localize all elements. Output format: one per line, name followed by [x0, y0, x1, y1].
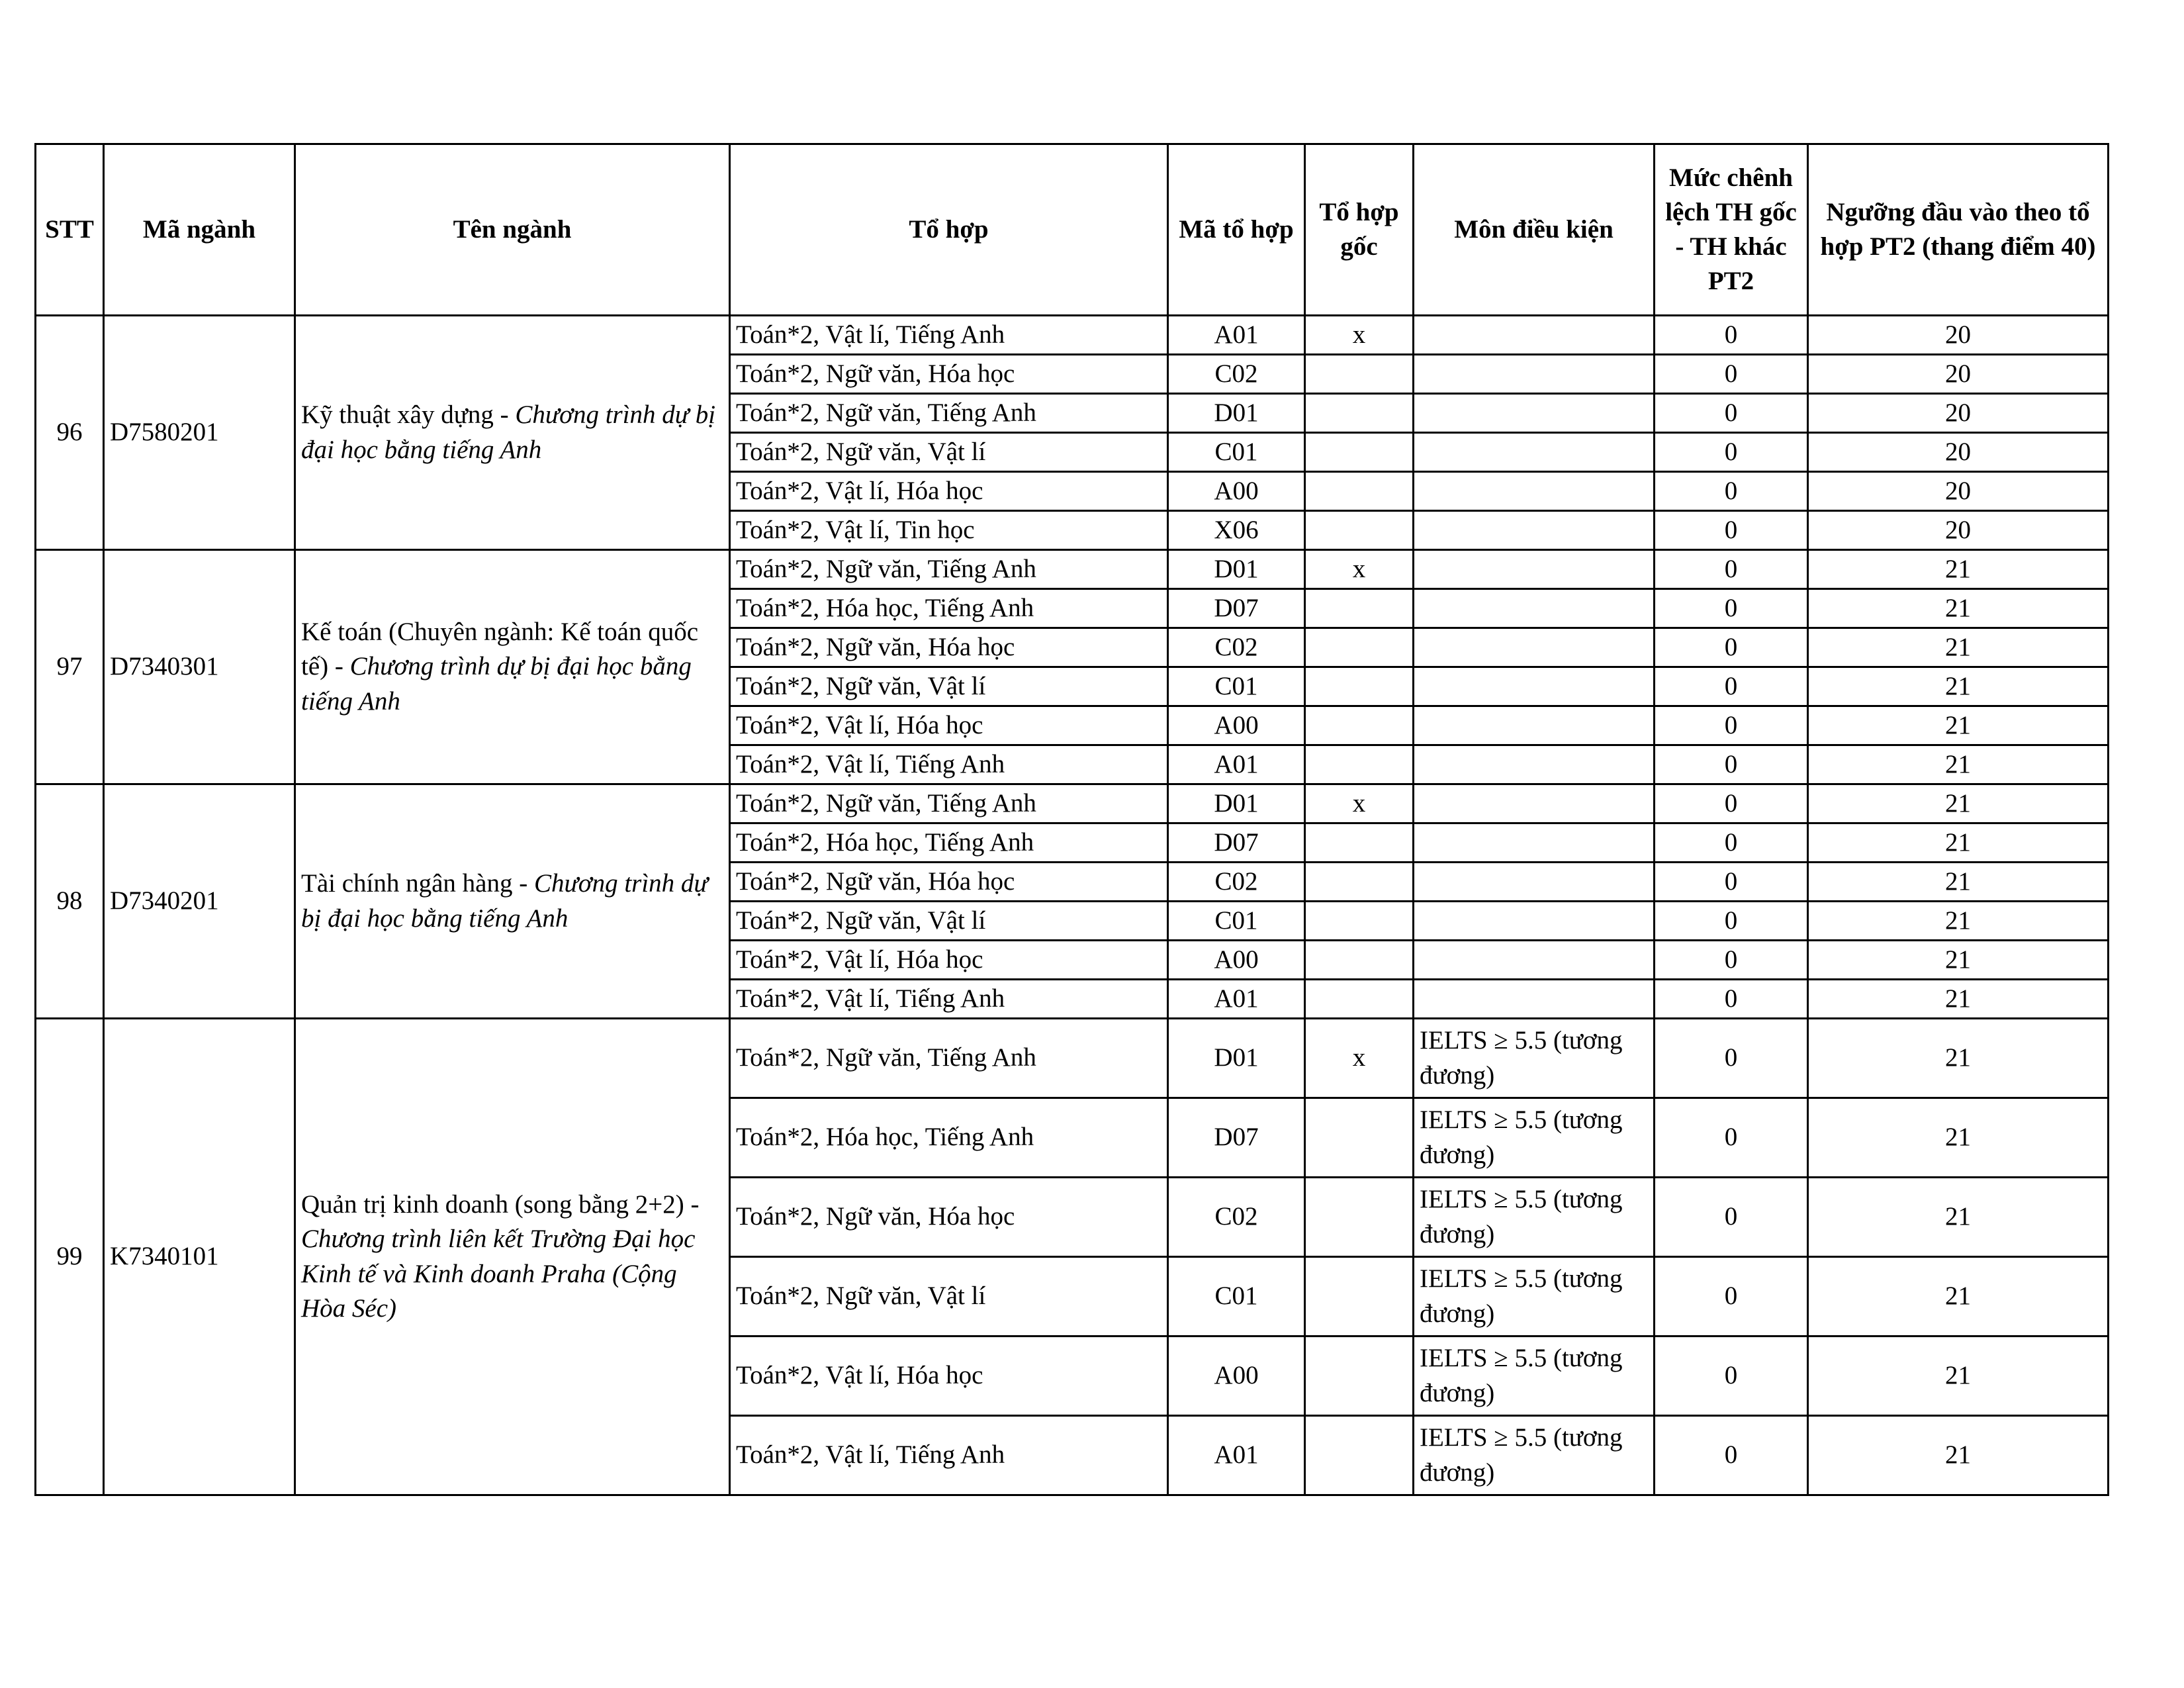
cell-stt: 98: [36, 784, 104, 1019]
cell-mon-dieu-kien: [1414, 589, 1655, 628]
cell-mon-dieu-kien: [1414, 628, 1655, 667]
cell-ten-nganh: [295, 316, 730, 550]
cell-ma-nganh: K7340101: [104, 1019, 295, 1495]
ten-nganh-label: Quản trị kinh doanh (song bằng 2+2): [301, 1190, 684, 1219]
cell-to-hop: Toán*2, Vật lí, Tin học: [730, 511, 1168, 550]
header-muc-chenh-lech: Mức chênh lệch TH gốc - TH khác PT2: [1655, 144, 1808, 316]
cell-nguong: 20: [1808, 472, 2109, 511]
cell-mon-dieu-kien: IELTS ≥ 5.5 (tương đương): [1414, 1178, 1655, 1257]
cell-to-hop-goc: [1305, 1336, 1414, 1416]
ten-nganh-label: Tài chính ngân hàng: [301, 869, 513, 898]
cell-to-hop-goc: [1305, 1416, 1414, 1495]
cell-muc-chenh-lech: 0: [1655, 589, 1808, 628]
cell-mon-dieu-kien: [1414, 550, 1655, 589]
admission-table: [34, 143, 2109, 1496]
cell-muc-chenh-lech: 0: [1655, 667, 1808, 706]
cell-nguong: 21: [1808, 706, 2109, 745]
cell-ma-to-hop: A01: [1168, 1416, 1305, 1495]
cell-to-hop-goc: [1305, 628, 1414, 667]
cell-muc-chenh-lech: 0: [1655, 941, 1808, 980]
cell-muc-chenh-lech: 0: [1655, 1019, 1808, 1098]
cell-to-hop: Toán*2, Ngữ văn, Tiếng Anh: [730, 1019, 1168, 1098]
cell-ten-nganh: [295, 784, 730, 1019]
cell-mon-dieu-kien: [1414, 980, 1655, 1019]
cell-nguong: 20: [1808, 511, 2109, 550]
cell-mon-dieu-kien: [1414, 433, 1655, 472]
cell-stt: 96: [36, 316, 104, 550]
header-to-hop: Tổ hợp: [730, 144, 1168, 316]
ten-nganh-label: Kỹ thuật xây dựng: [301, 400, 494, 430]
cell-ma-to-hop: A00: [1168, 1336, 1305, 1416]
ten-nganh-separator: -: [684, 1190, 700, 1219]
cell-muc-chenh-lech: 0: [1655, 1257, 1808, 1336]
cell-ma-to-hop: D07: [1168, 823, 1305, 863]
cell-to-hop: Toán*2, Ngữ văn, Tiếng Anh: [730, 394, 1168, 433]
cell-ma-to-hop: A01: [1168, 980, 1305, 1019]
cell-to-hop-goc: [1305, 941, 1414, 980]
cell-nguong: 21: [1808, 823, 2109, 863]
cell-to-hop: Toán*2, Ngữ văn, Hóa học: [730, 355, 1168, 394]
cell-to-hop: Toán*2, Vật lí, Tiếng Anh: [730, 980, 1168, 1019]
header-row: [36, 144, 2109, 316]
table-row: [36, 1019, 2109, 1098]
cell-to-hop: Toán*2, Vật lí, Tiếng Anh: [730, 745, 1168, 784]
cell-mon-dieu-kien: IELTS ≥ 5.5 (tương đương): [1414, 1336, 1655, 1416]
cell-nguong: 20: [1808, 433, 2109, 472]
cell-to-hop-goc: [1305, 355, 1414, 394]
cell-stt: 99: [36, 1019, 104, 1495]
cell-to-hop: Toán*2, Hóa học, Tiếng Anh: [730, 823, 1168, 863]
cell-ten-nganh: [295, 550, 730, 784]
cell-muc-chenh-lech: 0: [1655, 433, 1808, 472]
cell-to-hop: Toán*2, Ngữ văn, Vật lí: [730, 433, 1168, 472]
cell-to-hop: Toán*2, Ngữ văn, Hóa học: [730, 863, 1168, 902]
cell-ma-to-hop: C01: [1168, 1257, 1305, 1336]
cell-to-hop: Toán*2, Vật lí, Tiếng Anh: [730, 1416, 1168, 1495]
ten-nganh-label: Kế toán (Chuyên ngành: Kế toán quốc tế): [301, 618, 699, 681]
cell-to-hop-goc: [1305, 902, 1414, 941]
cell-to-hop-goc: [1305, 667, 1414, 706]
ten-nganh-separator: -: [493, 400, 516, 430]
cell-ma-to-hop: A01: [1168, 745, 1305, 784]
cell-mon-dieu-kien: [1414, 667, 1655, 706]
cell-nguong: 21: [1808, 863, 2109, 902]
cell-muc-chenh-lech: 0: [1655, 472, 1808, 511]
ten-nganh-note: Chương trình dự bị đại học bằng tiếng Anh: [301, 400, 716, 464]
cell-ma-to-hop: X06: [1168, 511, 1305, 550]
cell-ma-to-hop: A01: [1168, 316, 1305, 355]
cell-ma-to-hop: C02: [1168, 1178, 1305, 1257]
cell-to-hop-goc: [1305, 706, 1414, 745]
cell-ma-to-hop: C01: [1168, 902, 1305, 941]
cell-nguong: 21: [1808, 941, 2109, 980]
cell-to-hop: Toán*2, Ngữ văn, Tiếng Anh: [730, 550, 1168, 589]
cell-muc-chenh-lech: 0: [1655, 394, 1808, 433]
cell-nguong: 21: [1808, 667, 2109, 706]
cell-to-hop: Toán*2, Ngữ văn, Tiếng Anh: [730, 784, 1168, 823]
cell-to-hop-goc: [1305, 1098, 1414, 1178]
cell-to-hop: Toán*2, Vật lí, Tiếng Anh: [730, 316, 1168, 355]
cell-mon-dieu-kien: IELTS ≥ 5.5 (tương đương): [1414, 1098, 1655, 1178]
ten-nganh-note: Chương trình dự bị đại học bằng tiếng Anh: [301, 869, 708, 933]
cell-to-hop-goc: [1305, 980, 1414, 1019]
header-ma-nganh: Mã ngành: [104, 144, 295, 316]
cell-to-hop: Toán*2, Ngữ văn, Vật lí: [730, 902, 1168, 941]
cell-to-hop-goc: [1305, 863, 1414, 902]
cell-to-hop: Toán*2, Ngữ văn, Vật lí: [730, 1257, 1168, 1336]
cell-to-hop-goc: [1305, 433, 1414, 472]
cell-to-hop-goc: [1305, 1257, 1414, 1336]
cell-to-hop-goc: [1305, 511, 1414, 550]
cell-muc-chenh-lech: 0: [1655, 628, 1808, 667]
cell-to-hop-goc: [1305, 745, 1414, 784]
cell-to-hop-goc: x: [1305, 550, 1414, 589]
cell-mon-dieu-kien: [1414, 941, 1655, 980]
cell-muc-chenh-lech: 0: [1655, 511, 1808, 550]
cell-muc-chenh-lech: 0: [1655, 823, 1808, 863]
cell-to-hop-goc: x: [1305, 1019, 1414, 1098]
cell-nguong: 20: [1808, 355, 2109, 394]
cell-ma-to-hop: C02: [1168, 628, 1305, 667]
cell-to-hop: Toán*2, Vật lí, Hóa học: [730, 941, 1168, 980]
cell-to-hop-goc: [1305, 589, 1414, 628]
cell-to-hop-goc: x: [1305, 316, 1414, 355]
cell-mon-dieu-kien: [1414, 863, 1655, 902]
ten-nganh-separator: -: [328, 652, 350, 681]
header-mon-dieu-kien: Môn điều kiện: [1414, 144, 1655, 316]
cell-muc-chenh-lech: 0: [1655, 1336, 1808, 1416]
cell-muc-chenh-lech: 0: [1655, 1416, 1808, 1495]
cell-to-hop-goc: [1305, 823, 1414, 863]
cell-muc-chenh-lech: 0: [1655, 745, 1808, 784]
cell-muc-chenh-lech: 0: [1655, 863, 1808, 902]
cell-ma-to-hop: A00: [1168, 941, 1305, 980]
cell-to-hop: Toán*2, Vật lí, Hóa học: [730, 1336, 1168, 1416]
cell-mon-dieu-kien: [1414, 745, 1655, 784]
cell-ma-to-hop: C02: [1168, 863, 1305, 902]
cell-muc-chenh-lech: 0: [1655, 316, 1808, 355]
cell-nguong: 21: [1808, 1019, 2109, 1098]
cell-ma-to-hop: C01: [1168, 433, 1305, 472]
table-row: [36, 784, 2109, 823]
cell-to-hop: Toán*2, Vật lí, Hóa học: [730, 472, 1168, 511]
cell-to-hop-goc: x: [1305, 784, 1414, 823]
cell-muc-chenh-lech: 0: [1655, 1098, 1808, 1178]
cell-nguong: 20: [1808, 316, 2109, 355]
cell-nguong: 21: [1808, 589, 2109, 628]
cell-ma-nganh: D7340301: [104, 550, 295, 784]
cell-muc-chenh-lech: 0: [1655, 550, 1808, 589]
cell-ma-to-hop: A00: [1168, 706, 1305, 745]
cell-ma-to-hop: D07: [1168, 589, 1305, 628]
cell-nguong: 21: [1808, 980, 2109, 1019]
cell-ma-to-hop: D01: [1168, 1019, 1305, 1098]
cell-mon-dieu-kien: [1414, 472, 1655, 511]
cell-mon-dieu-kien: [1414, 823, 1655, 863]
cell-to-hop-goc: [1305, 472, 1414, 511]
table-row: [36, 550, 2109, 589]
ten-nganh-note: Chương trình liên kết Trường Đại học Kinh tế và Kinh doanh Praha (Cộng Hòa Séc): [301, 1225, 696, 1323]
cell-to-hop-goc: [1305, 394, 1414, 433]
cell-to-hop: Toán*2, Hóa học, Tiếng Anh: [730, 1098, 1168, 1178]
cell-stt: 97: [36, 550, 104, 784]
cell-ma-to-hop: D01: [1168, 550, 1305, 589]
cell-mon-dieu-kien: [1414, 355, 1655, 394]
cell-nguong: 21: [1808, 1178, 2109, 1257]
cell-nguong: 21: [1808, 1416, 2109, 1495]
cell-ma-to-hop: D01: [1168, 784, 1305, 823]
cell-to-hop: Toán*2, Ngữ văn, Hóa học: [730, 1178, 1168, 1257]
cell-nguong: 21: [1808, 902, 2109, 941]
cell-ma-nganh: D7340201: [104, 784, 295, 1019]
header-stt: STT: [36, 144, 104, 316]
table-body: [36, 316, 2109, 1495]
header-to-hop-goc: Tổ hợp gốc: [1305, 144, 1414, 316]
cell-ma-to-hop: C02: [1168, 355, 1305, 394]
header-ten-nganh: Tên ngành: [295, 144, 730, 316]
cell-nguong: 21: [1808, 784, 2109, 823]
cell-muc-chenh-lech: 0: [1655, 902, 1808, 941]
ten-nganh-note: Chương trình dự bị đại học bằng tiếng Anh: [301, 652, 692, 716]
cell-ma-to-hop: C01: [1168, 667, 1305, 706]
cell-ma-to-hop: D01: [1168, 394, 1305, 433]
cell-to-hop: Toán*2, Hóa học, Tiếng Anh: [730, 589, 1168, 628]
cell-muc-chenh-lech: 0: [1655, 980, 1808, 1019]
cell-mon-dieu-kien: [1414, 316, 1655, 355]
cell-mon-dieu-kien: IELTS ≥ 5.5 (tương đương): [1414, 1416, 1655, 1495]
cell-to-hop: Toán*2, Vật lí, Hóa học: [730, 706, 1168, 745]
cell-nguong: 21: [1808, 1098, 2109, 1178]
cell-muc-chenh-lech: 0: [1655, 1178, 1808, 1257]
cell-nguong: 21: [1808, 1257, 2109, 1336]
header-nguong: Ngưỡng đầu vào theo tổ hợp PT2 (thang điểm 40): [1808, 144, 2109, 316]
cell-nguong: 21: [1808, 1336, 2109, 1416]
header-ma-to-hop: Mã tổ hợp: [1168, 144, 1305, 316]
cell-muc-chenh-lech: 0: [1655, 355, 1808, 394]
cell-nguong: 21: [1808, 550, 2109, 589]
cell-mon-dieu-kien: [1414, 784, 1655, 823]
table-row: [36, 316, 2109, 355]
cell-muc-chenh-lech: 0: [1655, 784, 1808, 823]
cell-muc-chenh-lech: 0: [1655, 706, 1808, 745]
cell-ten-nganh: [295, 1019, 730, 1495]
cell-mon-dieu-kien: [1414, 902, 1655, 941]
cell-ma-nganh: D7580201: [104, 316, 295, 550]
cell-mon-dieu-kien: IELTS ≥ 5.5 (tương đương): [1414, 1257, 1655, 1336]
cell-mon-dieu-kien: [1414, 511, 1655, 550]
cell-ma-to-hop: A00: [1168, 472, 1305, 511]
cell-mon-dieu-kien: IELTS ≥ 5.5 (tương đương): [1414, 1019, 1655, 1098]
cell-to-hop: Toán*2, Ngữ văn, Vật lí: [730, 667, 1168, 706]
cell-nguong: 20: [1808, 394, 2109, 433]
cell-mon-dieu-kien: [1414, 394, 1655, 433]
cell-to-hop-goc: [1305, 1178, 1414, 1257]
cell-nguong: 21: [1808, 745, 2109, 784]
cell-to-hop: Toán*2, Ngữ văn, Hóa học: [730, 628, 1168, 667]
cell-nguong: 21: [1808, 628, 2109, 667]
ten-nganh-separator: -: [512, 869, 534, 898]
cell-mon-dieu-kien: [1414, 706, 1655, 745]
cell-ma-to-hop: D07: [1168, 1098, 1305, 1178]
